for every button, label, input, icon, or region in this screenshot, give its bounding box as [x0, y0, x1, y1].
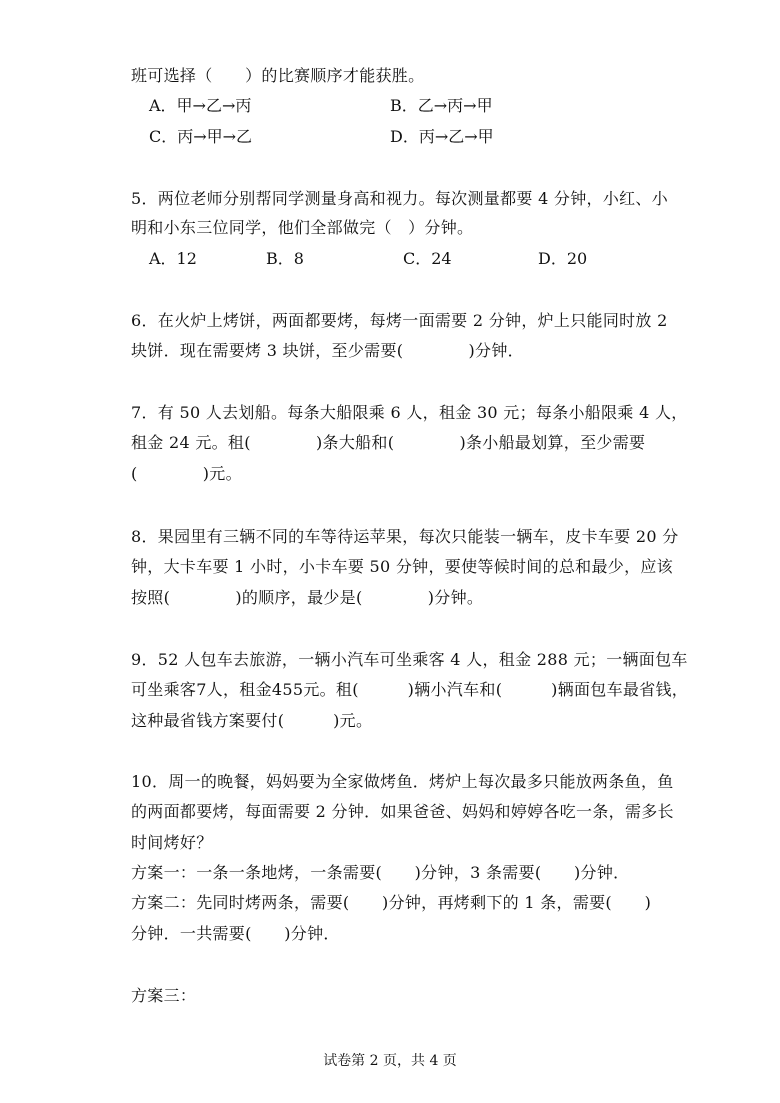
q7-line-1: 7．有 50 人去划船。每条大船限乘 6 人，租金 30 元；每条小船限乘 4 人，: [131, 403, 688, 422]
q6-line-2: 块饼．现在需要烤 3 块饼，至少需要( )分钟．: [131, 341, 524, 360]
q10-plan-3: 方案三：: [131, 986, 197, 1005]
q10-line-3: 时间烤好？: [131, 833, 213, 852]
q4-option-d: D．丙→乙→甲: [390, 127, 494, 146]
q5-option-c: C．24: [403, 249, 452, 268]
q10-plan-2-line-2: 分钟．一共需要( )分钟．: [131, 924, 340, 943]
q8-line-1: 8．果园里有三辆不同的车等待运苹果，每次只能装一辆车，皮卡车要 20 分: [131, 527, 679, 546]
q8-line-2: 钟，大卡车要 1 小时，小卡车要 50 分钟，要使等候时间的总和最少，应该: [131, 557, 673, 576]
q4-option-c: C．丙→甲→乙: [149, 127, 253, 146]
q5-line-1: 5．两位老师分别帮同学测量身高和视力。每次测量都要 4 分钟，小红、小: [131, 189, 669, 208]
q5-option-a: A．12: [149, 249, 197, 268]
q10-line-1: 10．周一的晚餐，妈妈要为全家做烤鱼．烤炉上每次最多只能放两条鱼，鱼: [131, 772, 674, 791]
q6-line-1: 6．在火炉上烤饼，两面都要烤，每烤一面需要 2 分钟，炉上只能同时放 2: [131, 311, 668, 330]
q5-option-d: D．20: [538, 249, 588, 268]
q5-option-b: B．8: [266, 249, 304, 268]
q4-line-end: 班可选择（ ）的比赛顺序才能获胜。: [131, 66, 425, 85]
q9-line-3: 这种最省钱方案要付( )元。: [131, 711, 373, 730]
q7-line-3: ( )元。: [131, 464, 242, 483]
q4-option-a: A．甲→乙→丙: [149, 96, 252, 115]
q10-plan-1: 方案一：一条一条地烤，一条需要( )分钟，3 条需要( )分钟．: [131, 863, 630, 882]
q5-line-2: 明和小东三位同学，他们全部做完（ ）分钟。: [131, 218, 474, 237]
q4-option-b: B．乙→丙→甲: [390, 96, 493, 115]
q10-line-2: 的两面都要烤，每面需要 2 分钟．如果爸爸、妈妈和婷婷各吃一条，需多长: [131, 802, 674, 821]
q10-plan-2-line-1: 方案二：先同时烤两条，需要( )分钟，再烤剩下的 1 条，需要( ): [131, 893, 652, 912]
q9-line-1: 9．52 人包车去旅游，一辆小汽车可坐乘客 4 人，租金 288 元；一辆面包车: [131, 650, 688, 669]
q8-line-3: 按照( )的顺序，最少是( )分钟。: [131, 588, 484, 607]
page-footer: 试卷第 2 页，共 4 页: [323, 1053, 457, 1069]
q9-line-2: 可坐乘客7人，租金455元。租( )辆小汽车和( )辆面包车最省钱，: [131, 680, 689, 699]
q7-line-2: 租金 24 元。租( )条大船和( )条小船最划算，至少需要: [131, 433, 646, 452]
